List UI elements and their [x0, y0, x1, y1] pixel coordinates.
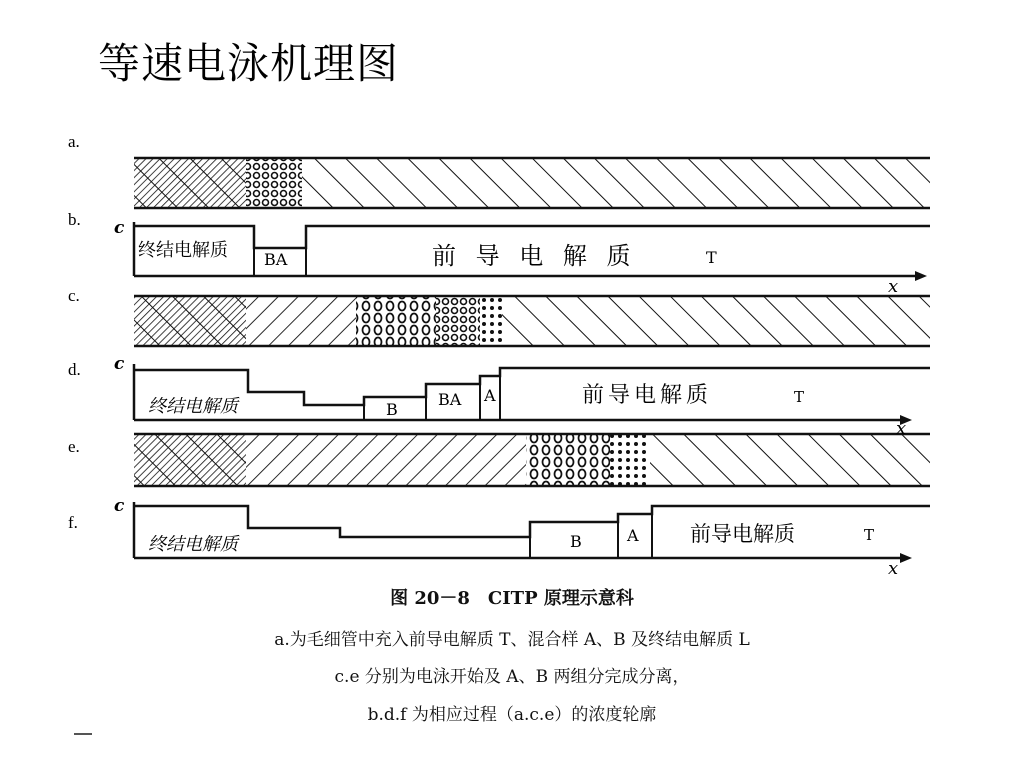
figure-caption: 图 20－8 CITP 原理示意科 [390, 588, 634, 609]
capillary-c [134, 296, 930, 346]
row-label-e: e. [68, 437, 80, 456]
row-label-c: c. [68, 286, 80, 305]
caption-line-3: b.d.f 为相应过程（a.c.e）的浓度轮廓 [367, 705, 657, 725]
zone-a-label-f: A [627, 526, 639, 545]
zone-a-label-d: A [484, 386, 496, 405]
axis-c-label-f: c [114, 496, 125, 516]
profile-d [134, 364, 930, 425]
row-label-a: a. [68, 132, 80, 151]
caption-line-2: c.e 分别为电泳开始及 A、B 两组分完成分离， [334, 667, 690, 687]
terminating-electrolyte-label-b: 终结电解质 [138, 240, 228, 261]
zone-b-label-f: B [570, 532, 582, 551]
zone-ba-label-b: BA [264, 250, 288, 269]
zone-ba-label-d: BA [438, 390, 462, 409]
leading-symbol-d: T [794, 388, 805, 406]
row-label-f: f. [68, 513, 78, 532]
row-label-d: d. [68, 360, 81, 379]
capillary-a [134, 158, 930, 208]
axis-x-label-b: x [888, 276, 899, 297]
axis-c-label-b: c [114, 218, 125, 238]
axis-x-label-f: x [888, 558, 899, 579]
terminating-electrolyte-label-f: 终结电解质 [148, 534, 238, 555]
caption-line-1: a.为毛细管中充入前导电解质 T、混合样 A、B 及终结电解质 L [274, 630, 750, 650]
leading-symbol-b: T [706, 248, 717, 267]
capillary-e [134, 434, 930, 486]
axis-x-label-d: x [896, 418, 907, 439]
divider-mark [74, 733, 92, 735]
leading-electrolyte-label-d: 前导电解质 [582, 383, 713, 408]
leading-electrolyte-label-f: 前导电解质 [690, 522, 795, 546]
page-title: 等速电泳机理图 [98, 39, 400, 88]
zone-b-label-d: B [386, 400, 398, 419]
leading-electrolyte-label-b: 前 导 电 解 质 [432, 242, 637, 270]
axis-c-label-d: c [114, 354, 125, 374]
terminating-electrolyte-label-d: 终结电解质 [148, 396, 238, 417]
leading-symbol-f: T [864, 526, 875, 544]
profile-f [134, 502, 930, 563]
row-label-b: b. [68, 210, 81, 229]
